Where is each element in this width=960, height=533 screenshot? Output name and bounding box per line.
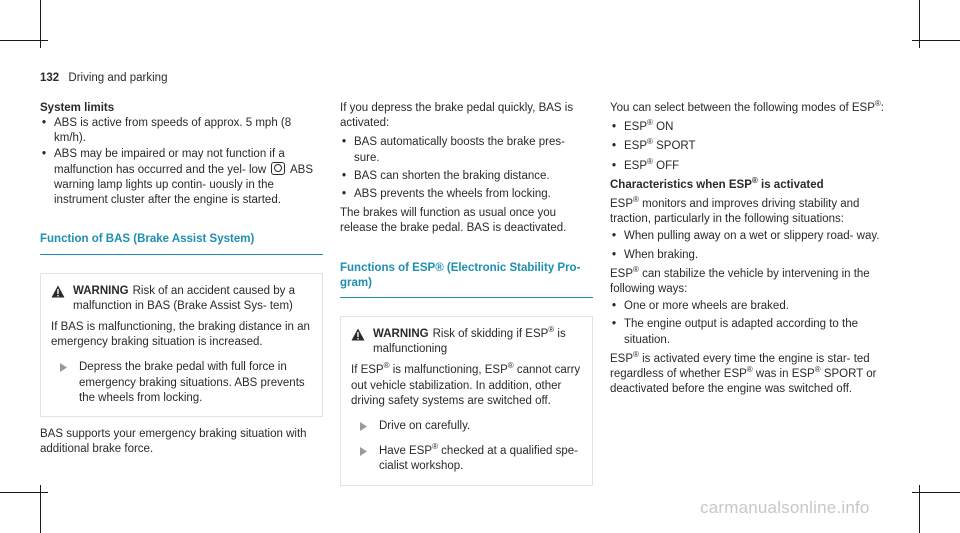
bas-section-heading: Function of BAS (Brake Assist System) <box>40 232 323 254</box>
crop-mark <box>0 492 48 493</box>
esp-paragraph: ESP® monitors and improves driving stability and traction, particularly in the following situations: <box>610 195 860 226</box>
action-arrow-icon <box>360 447 367 456</box>
page-number: 132 <box>40 72 60 84</box>
warning-label: WARNING <box>373 328 429 341</box>
watermark: carmanualsonline.info <box>700 498 870 517</box>
list-item: • ESP® ON <box>610 120 900 135</box>
warning-box: WARNING Risk of an accident caused by a malfunction in BAS (Brake Assist Sys- tem) If BAS is malfunctioning, the braking distance in an emergency braking situation is increased. Depress the brake pedal with full force in emergency braking situations. ABS prevents the wheels from locking. <box>40 273 323 417</box>
list-item: • When braking. <box>610 248 900 263</box>
crop-mark <box>0 40 48 41</box>
page-section-title: Driving and parking <box>68 72 168 84</box>
warning-triangle-icon <box>351 328 365 341</box>
crop-mark <box>912 492 960 493</box>
system-limits-list <box>40 116 323 208</box>
list-item: • One or more wheels are braked. <box>610 299 900 314</box>
warning-body: If BAS is malfunctioning, the braking distance in an emergency braking situation is increased. <box>51 321 310 349</box>
list-item: • When pulling away on a wet or slippery road- way. <box>610 229 900 244</box>
list-item: • ABS may be impaired or may not function if a malfunction has occurred and the yel- low ABS warning lamp lights up contin- uously in the instrument cluster after the engine is started. <box>40 147 323 209</box>
list-item: • BAS can shorten the braking distance. <box>340 169 593 184</box>
bas-activation-list <box>340 135 593 202</box>
warning-triangle-icon <box>51 285 65 298</box>
warning-box: WARNING Risk of skidding if ESP® is malfunctioning If ESP® is malfunctioning, ESP® cannot carry out vehicle stabilization. In addition, other driving safety systems are switched off. Drive on carefully. Have ESP® checked at a qualified spe- cialist workshop. <box>340 316 593 486</box>
column-3 <box>610 101 900 397</box>
esp-situations-list <box>610 229 900 262</box>
list-item: • ESP® SPORT <box>610 139 900 154</box>
bas-outro: The brakes will function as usual once you release the brake pedal. BAS is deactivated. <box>340 207 567 235</box>
crop-mark <box>912 40 960 41</box>
page-header <box>40 71 167 86</box>
list-item: • ESP® OFF <box>610 159 900 174</box>
system-limits-heading: System limits <box>40 102 115 114</box>
characteristics-heading: Characteristics when ESP® is activated <box>610 175 824 191</box>
list-item: • ABS is active from speeds of approx. 5 mph (8 km/h). <box>40 116 323 146</box>
esp-modes-intro: You can select between the following modes of ESP®: <box>610 99 884 114</box>
action-arrow-icon <box>360 422 367 431</box>
column-2 <box>340 101 593 486</box>
list-item: • The engine output is adapted according to the situation. <box>610 317 900 347</box>
action-arrow-icon <box>60 363 67 372</box>
bas-intro: If you depress the brake pedal quickly, BAS is activated: <box>340 102 574 130</box>
esp-paragraph: ESP® is activated every time the engine is star- ted regardless of whether ESP® was in ESP® SPORT or deactivated before the engine was switched off. <box>610 350 877 396</box>
esp-modes-list <box>610 120 900 174</box>
esp-paragraph: ESP® can stabilize the vehicle by intervening in the following ways: <box>610 265 870 296</box>
esp-section-heading: Functions of ESP® (Electronic Stability Pro- gram) <box>340 261 593 298</box>
action-item: Drive on carefully. <box>351 419 582 434</box>
warning-body: If ESP® is malfunctioning, ESP® cannot carry out vehicle stabilization. In addition, other driving safety systems are switched off. <box>351 361 581 407</box>
column-1 <box>40 101 323 457</box>
action-item: Have ESP® checked at a qualified spe- cialist workshop. <box>351 444 582 474</box>
warning-label: WARNING <box>73 284 129 297</box>
bas-description: BAS supports your emergency braking situation with additional brake force. <box>40 428 307 456</box>
list-item: • BAS automatically boosts the brake pres- sure. <box>340 135 593 165</box>
esp-ways-list <box>610 299 900 348</box>
list-item: • ABS prevents the wheels from locking. <box>340 187 593 202</box>
action-item: Depress the brake pedal with full force in emergency braking situations. ABS prevents the wheels from locking. <box>51 360 312 406</box>
abs-warning-lamp-icon <box>271 162 285 175</box>
